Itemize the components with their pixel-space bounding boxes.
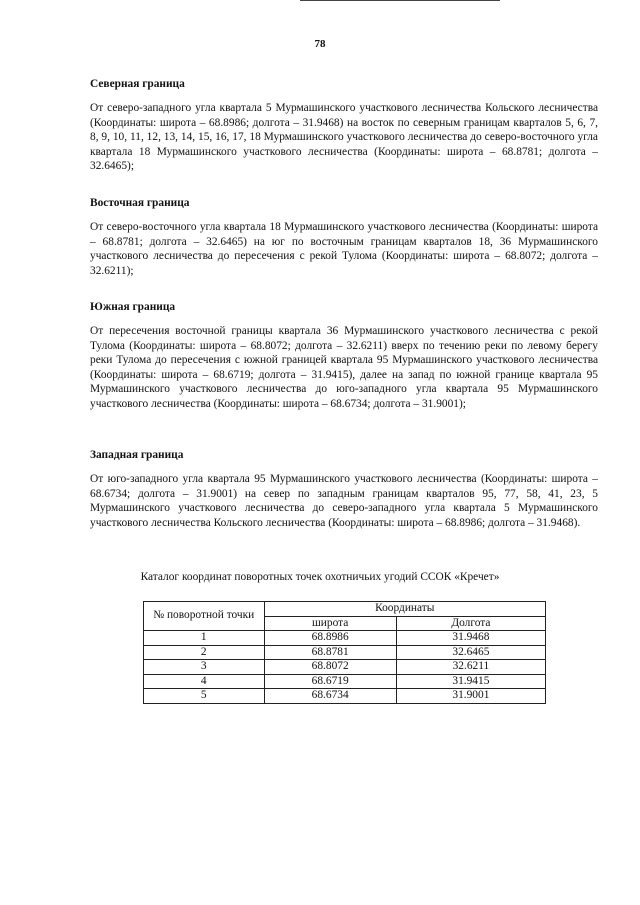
cell-latitude: 68.8781 <box>264 645 396 660</box>
cell-longitude: 32.6211 <box>396 660 545 675</box>
table-row <box>144 689 546 704</box>
header-latitude: широта <box>264 616 396 631</box>
section-west <box>90 448 598 530</box>
section-north <box>90 77 598 174</box>
table-row <box>144 645 546 660</box>
section-heading: Южная граница <box>90 301 176 313</box>
section-heading: Западная граница <box>90 449 184 461</box>
cell-latitude: 68.6734 <box>264 689 396 704</box>
cell-point-number: 2 <box>144 645 265 660</box>
cell-longitude: 31.9468 <box>396 631 545 646</box>
section-text: От северо-западного угла квартала 5 Мурмашинского участкового лесничества Кольского лесничества (Координаты: широта – 68.8986; долгота – 31.9468) на восток по северным границам кварталов 5, 6, 7, 8, 9, 10, 11, 12, 13, 14, 15, 16, 17, 18 Мурмашинского участкового лесничества до северо-восточного угла квартала 18 Мурмашинского участкового лесничества (Координаты: широта – 68.8781; долгота – 32.6465); <box>90 102 598 172</box>
section-text: От северо-восточного угла квартала 18 Мурмашинского участкового лесничества (Координаты: широта – 68.8781; долгота – 32.6465) на юг по восточным границам кварталов 18, 36 Мурмашинского участкового лесничества до пересечения с рекой Тулома (Координаты: широта – 68.8072; долгота – 32.6211); <box>90 221 598 277</box>
cell-point-number: 4 <box>144 674 265 689</box>
section-text: От пересечения восточной границы квартала 36 Мурмашинского участкового лесничества с рекой Тулома (Координаты: широта – 68.8072; долгота – 32.6211) вверх по течению реки по левому берегу реки Тулома до пересечения с южной границей квартала 95 Мурмашинского участкового лесничества (Координаты: широта – 68.6719; долгота – 31.9415), далее на запад по южной границе квартала 95 Мурмашинского участкового лесничества до юго-западного угла квартала 95 Мурмашинского участкового лесничества (Координаты: широта – 68.6734; долгота – 31.9001); <box>90 325 598 410</box>
header-coordinates: Координаты <box>264 602 545 617</box>
table-row <box>144 660 546 675</box>
page-number: 78 <box>314 38 326 50</box>
cell-point-number: 1 <box>144 631 265 646</box>
table-header-row <box>144 602 546 617</box>
table-row <box>144 674 546 689</box>
cell-latitude: 68.8072 <box>264 660 396 675</box>
cell-point-number: 5 <box>144 689 265 704</box>
section-south <box>90 300 598 411</box>
cell-latitude: 68.8986 <box>264 631 396 646</box>
header-point-number: № поворотной точки <box>144 602 265 631</box>
header-longitude: Долгота <box>396 616 545 631</box>
section-east <box>90 196 598 278</box>
cell-longitude: 31.9415 <box>396 674 545 689</box>
cell-latitude: 68.6719 <box>264 674 396 689</box>
table-caption: Каталог координат поворотных точек охотничьих угодий ССОК «Кречет» <box>140 571 500 583</box>
cell-point-number: 3 <box>144 660 265 675</box>
top-rule <box>300 0 500 1</box>
section-text: От юго-западного угла квартала 95 Мурмашинского участкового лесничества (Координаты: широта – 68.6734; долгота – 31.9001) на север по западным границам кварталов 95, 77, 58, 41, 23, 5 Мурмашинского участкового лесничества до северо-западного угла квартала 5 Мурмашинского участкового лесничества Кольского лесничества (Координаты: широта – 68.8986; долгота – 31.9468). <box>90 473 598 529</box>
cell-longitude: 32.6465 <box>396 645 545 660</box>
section-heading: Восточная граница <box>90 197 190 209</box>
coordinates-table <box>143 601 546 704</box>
cell-longitude: 31.9001 <box>396 689 545 704</box>
table-row <box>144 631 546 646</box>
section-heading: Северная граница <box>90 78 185 90</box>
